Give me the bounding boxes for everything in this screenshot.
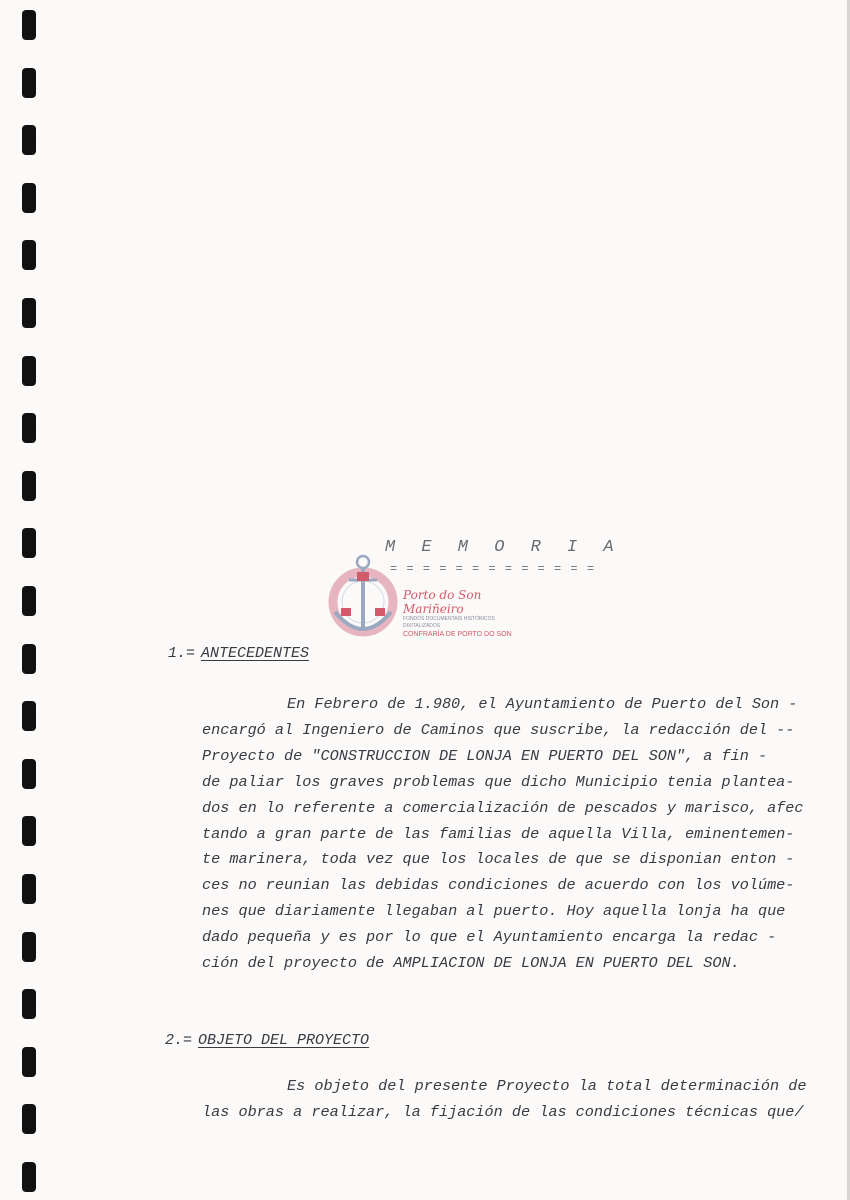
- binding-hole: [22, 874, 36, 904]
- paragraph-line: En Febrero de 1.980, el Ayuntamiento de Puerto del Son -: [287, 695, 798, 713]
- binding-hole: [22, 298, 36, 328]
- binding-hole: [22, 68, 36, 98]
- section-paragraph: [202, 1074, 812, 1126]
- binding-hole: [22, 816, 36, 846]
- binding-hole: [22, 528, 36, 558]
- paragraph-line: dado pequeña y es por lo que el Ayuntamiento encarga la redac -: [202, 928, 777, 947]
- section-heading: [165, 1032, 369, 1049]
- binding-hole: [22, 932, 36, 962]
- paragraph-line: Es objeto del presente Proyecto la total determinación de: [287, 1077, 807, 1095]
- binding-hole: [22, 471, 36, 501]
- section-paragraph: [202, 692, 812, 977]
- section-number: 1.=: [168, 645, 196, 662]
- binding-hole: [22, 989, 36, 1019]
- stamp-org: CONFRARÍA DE PORTO DO SON: [403, 631, 512, 638]
- paragraph-line: ción del proyecto de AMPLIACION DE LONJA EN PUERTO DEL SON.: [202, 954, 740, 973]
- section-title: OBJETO DEL PROYECTO: [198, 1032, 370, 1049]
- binding-hole: [22, 1162, 36, 1192]
- section-number: 2.=: [165, 1032, 193, 1049]
- paragraph-line: de paliar los graves problemas que dicho Municipio tenia plantea-: [202, 772, 795, 791]
- stamp-name: Porto do Son Mariñeiro: [403, 588, 482, 616]
- binding-hole: [22, 586, 36, 616]
- paragraph-line: Proyecto de "CONSTRUCCION DE LONJA EN PUERTO DEL SON", a fin -: [202, 746, 768, 765]
- title-rule: = = = = = = = = = = = = =: [390, 562, 596, 576]
- section-heading: [168, 645, 309, 662]
- binding-hole: [22, 759, 36, 789]
- section-title: ANTECEDENTES: [201, 645, 310, 662]
- binding-hole: [22, 1047, 36, 1077]
- stamp-subtitle: FONDOS DOCUMENTAIS HISTÓRICOS DIXITALIZADOS: [403, 616, 495, 629]
- binding-holes: [22, 0, 38, 1200]
- binding-hole: [22, 701, 36, 731]
- binding-hole: [22, 10, 36, 40]
- paragraph-line: dos en lo referente a comercialización de pescados y marisco, afec: [202, 798, 804, 817]
- paragraph-line: encargó al Ingeniero de Caminos que suscribe, la redacción del --: [202, 720, 795, 739]
- paragraph-line: nes que diariamente llegaban al puerto. Hoy aquella lonja ha que: [202, 902, 786, 921]
- stamp-caption: [403, 588, 533, 639]
- paragraph-line: ces no reunian las debidas condiciones de acuerdo con los volúme-: [202, 876, 795, 895]
- binding-hole: [22, 240, 36, 270]
- paragraph-line: te marinera, toda vez que los locales de que se disponian enton -: [202, 850, 795, 869]
- binding-hole: [22, 1104, 36, 1134]
- binding-hole: [22, 356, 36, 386]
- binding-hole: [22, 413, 36, 443]
- paragraph-line: las obras a realizar, la fijación de las condiciones técnicas que/: [202, 1102, 804, 1121]
- document-title: M E M O R I A: [385, 538, 622, 557]
- anchor-stamp-logo: [323, 550, 403, 646]
- binding-hole: [22, 183, 36, 213]
- paragraph-line: tando a gran parte de las familias de aquella Villa, eminentemen-: [202, 824, 795, 843]
- binding-hole: [22, 644, 36, 674]
- binding-hole: [22, 125, 36, 155]
